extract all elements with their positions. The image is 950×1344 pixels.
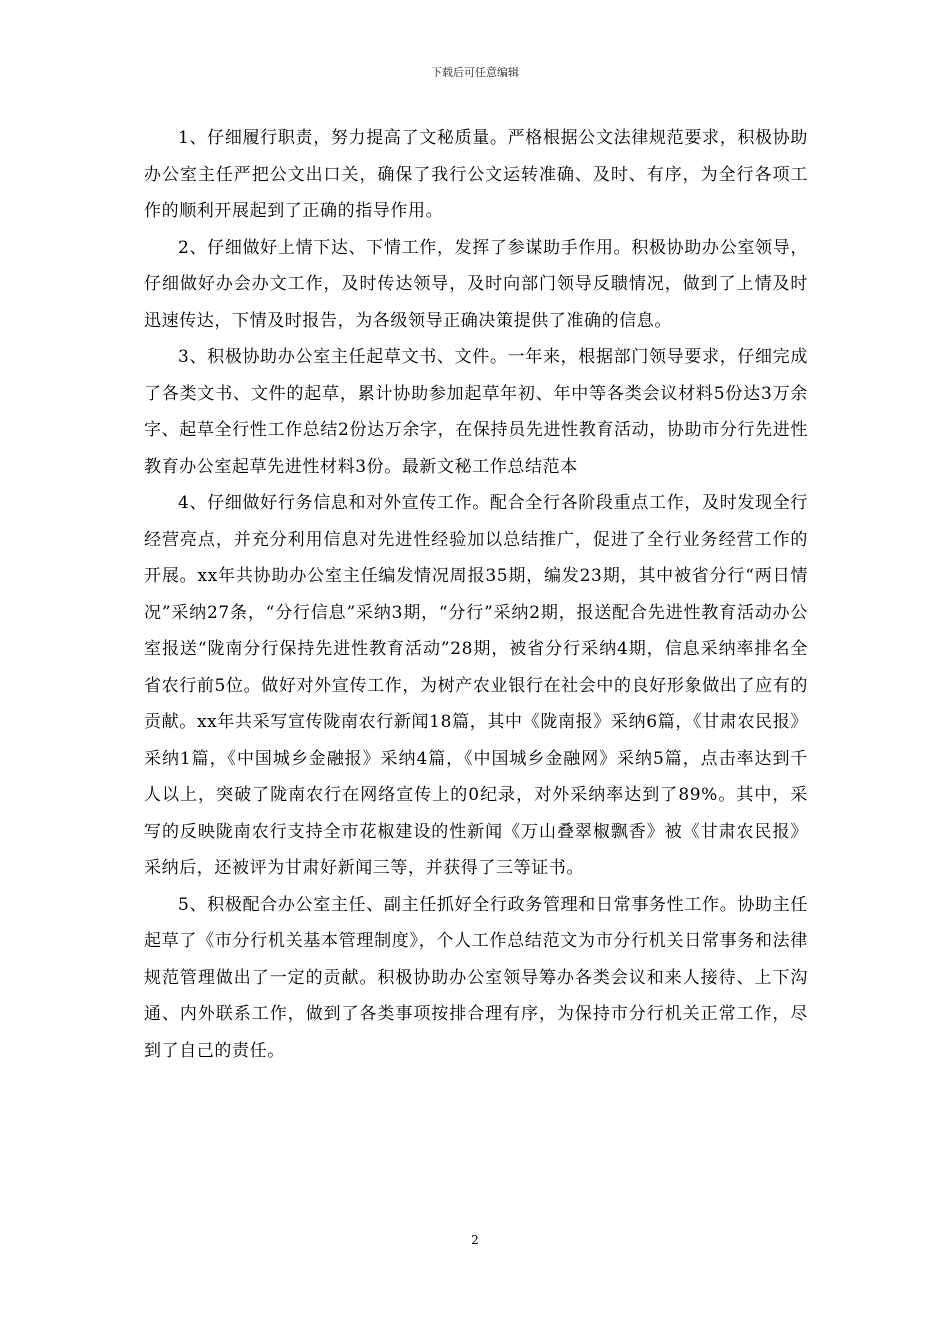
document-body xyxy=(144,120,808,1069)
paragraph-2: 2、仔细做好上情下达、下情工作，发挥了参谋助手作用。积极协助办公室领导，仔细做好办会办文工作，及时传达领导，及时向部门领导反聩情况，做到了上情及时迅速传达，下情及时报告，为各级领导正确决策提供了准确的信息。 xyxy=(144,237,808,331)
paragraph-1: 1、仔细履行职责，努力提高了文秘质量。严格根据公文法律规范要求，积极协助办公室主任严把公文出口关，确保了我行公文运转准确、及时、有序，为全行各项工作的顺利开展起到了正确的指导作用。 xyxy=(144,128,808,221)
paragraph-4: 4、仔细做好行务信息和对外宣传工作。配合全行各阶段重点工作，及时发现全行经营亮点，并充分利用信息对先进性经验加以总结推广，促进了全行业务经营工作的开展。xx年共协助办公室主任编发情况周报35期，编发23期，其中被省分行“两日情况”采纳27条，“分行信息”采纳3期，“分行”采纳2期，报送配合先进性教育活动办公室报送“陇南分行保持先进性教育活动”28期，被省分行采纳4期，信息采纳率排名全省农行前5位。做好对外宣传工作，为树产农业银行在社会中的良好形象做出了应有的贡献。xx年共采写宣传陇南农行新闻18篇，其中《陇南报》采纳6篇，《甘肃农民报》采纳1篇，《中国城乡金融报》采纳4篇，《中国城乡金融网》采纳5篇，点击率达到千人以上，突破了陇南农行在网络宣传上的0纪录，对外采纳率达到了89%。其中，采写的反映陇南农行支持全市花椒建设的性新闻《万山叠翠椒飘香》被《甘肃农民报》采纳后，还被评为甘肃好新闻三等，并获得了三等证书。 xyxy=(144,493,808,878)
paragraph-5: 5、积极配合办公室主任、副主任抓好全行政务管理和日常事务性工作。协助主任起草了《市分行机关基本管理制度》，个人工作总结范文为市分行机关日常事务和法律规范管理做出了一定的贡献。积极协助办公室领导筹办各类会议和来人接待、上下沟通、内外联系工作，做到了各类事项按排合理有序，为保持市分行机关正常工作，尽到了自己的责任。 xyxy=(144,894,808,1061)
paragraph-3: 3、积极协助办公室主任起草文书、文件。一年来，根据部门领导要求，仔细完成了各类文书、文件的起草，累计协助参加起草年初、年中等各类会议材料5份达3万余字、起草全行性工作总结2份达万余字，在保持员先进性教育活动，协助市分行先进性教育办公室起草先进性材料3份。最新文秘工作总结范本 xyxy=(144,347,808,477)
page-header: 下载后可任意编辑 xyxy=(431,66,519,79)
page-number: 2 xyxy=(471,1233,479,1247)
